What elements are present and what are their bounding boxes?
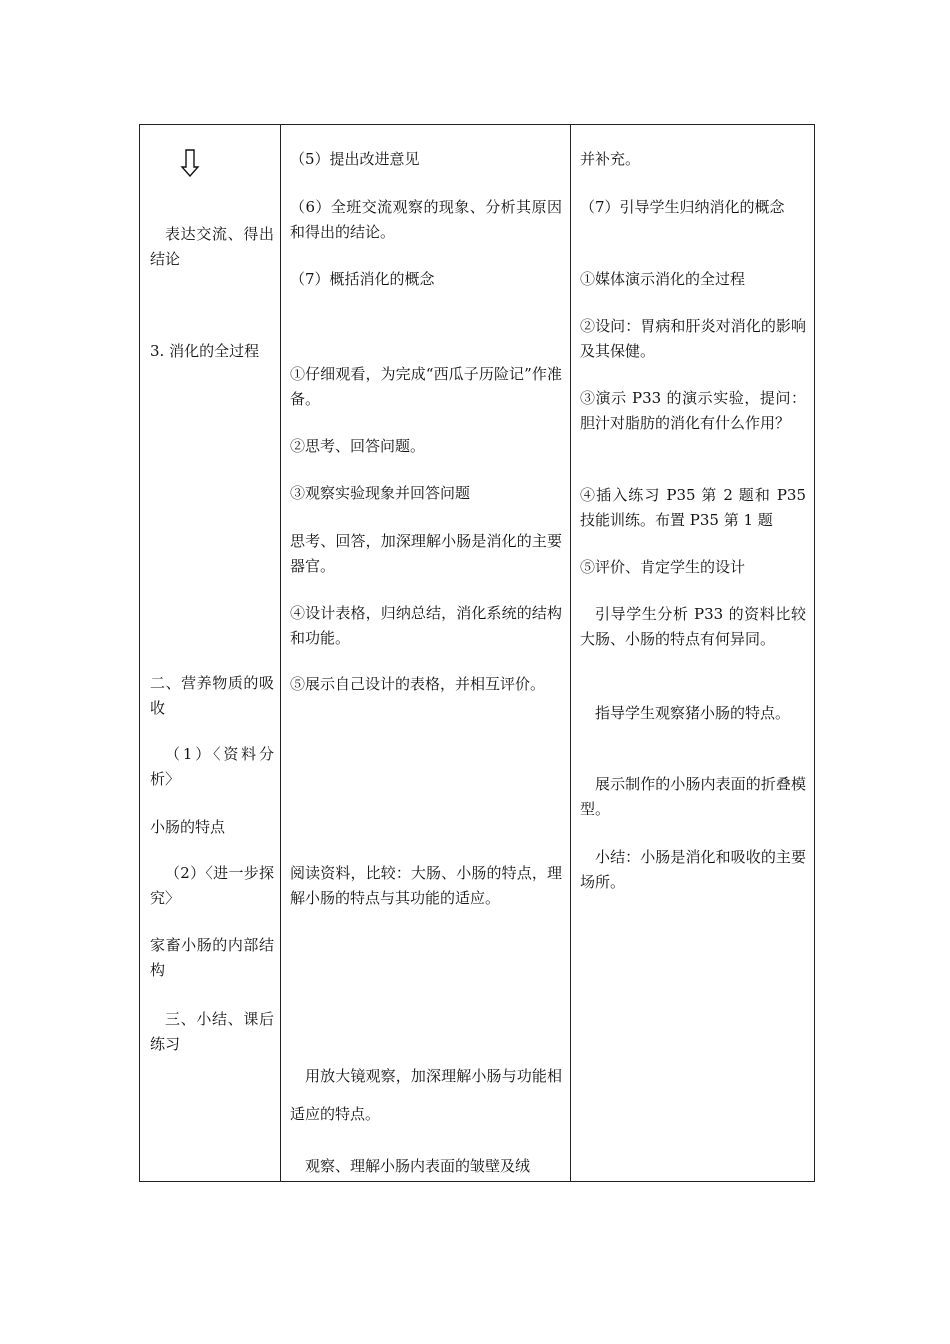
student-step-7: （7）概括消化的概念 (290, 270, 435, 288)
teacher-activity-1: ①媒体演示消化的全过程 (580, 270, 746, 288)
teacher-activity-5: ⑤评价、肯定学生的设计 (580, 558, 746, 576)
student-step-6: （6）全班交流观察的现象、分析其原因和得出的结论。 (290, 198, 562, 241)
teacher-activity-column (571, 125, 815, 1182)
student-step-5: （5）提出改进意见 (290, 150, 420, 168)
teacher-activity-4: ④插入练习 P35 第 2 题和 P35 技能训练。布置 P35 第 1 题 (580, 486, 806, 529)
table-row (140, 125, 815, 1182)
teacher-supplement: 并补充。 (580, 150, 641, 168)
student-activity-5: ⑤展示自己设计的表格，并相互评价。 (290, 675, 546, 693)
student-activity-column (281, 125, 571, 1182)
student-activity-3: ③观察实验现象并回答问题 (290, 484, 471, 502)
observe-folds-activity: 观察、理解小肠内表面的皱壁及绒 (305, 1157, 531, 1175)
data-analysis-item: （1）〈资料分析〉 (150, 745, 274, 788)
express-conclude-label: 表达交流、得出结论 (150, 225, 274, 268)
digestion-process-heading: 3. 消化的全过程 (150, 342, 260, 360)
student-activity-1: ①仔细观看，为完成“西瓜子历险记”作准备。 (290, 365, 562, 408)
teacher-activity-3: ③演示 P33 的演示实验，提问：胆汁对脂肪的消化有什么作用？ (580, 389, 806, 432)
down-double-arrow-icon (180, 149, 200, 177)
teacher-guide-observe: 指导学生观察猪小肠的特点。 (595, 704, 791, 722)
section-three-heading: 三、小结、课后练习 (150, 1010, 274, 1053)
teacher-activity-2: ②设问：胃病和肝炎对消化的影响及其保健。 (580, 317, 806, 360)
student-activity-2: ②思考、回答问题。 (290, 437, 426, 455)
teacher-summary: 小结：小肠是消化和吸收的主要场所。 (580, 848, 806, 891)
intestine-structure-label: 家畜小肠的内部结构 (150, 936, 274, 979)
read-compare-activity: 阅读资料，比较：大肠、小肠的特点，理解小肠的特点与其功能的适应。 (290, 864, 562, 907)
lesson-plan-table (139, 124, 815, 1182)
small-intestine-features-label: 小肠的特点 (150, 818, 226, 836)
magnifier-observation: 用放大镜观察，加深理解小肠与功能相适应的特点。 (290, 1067, 562, 1123)
student-activity-think: 思考、回答，加深理解小肠是消化的主要器官。 (290, 532, 562, 575)
further-inquiry-item: （2）〈进一步探究〉 (150, 864, 274, 907)
student-activity-4: ④设计表格，归纳总结，消化系统的结构和功能。 (290, 604, 562, 647)
teaching-stage-column (140, 125, 281, 1182)
teacher-guide-analysis: 引导学生分析 P33 的资料比较大肠、小肠的特点有何异同。 (580, 605, 806, 648)
teacher-show-model: 展示制作的小肠内表面的折叠模型。 (580, 775, 806, 818)
section-two-heading: 二、营养物质的吸收 (150, 674, 274, 717)
teacher-step-7: （7）引导学生归纳消化的概念 (580, 198, 785, 216)
